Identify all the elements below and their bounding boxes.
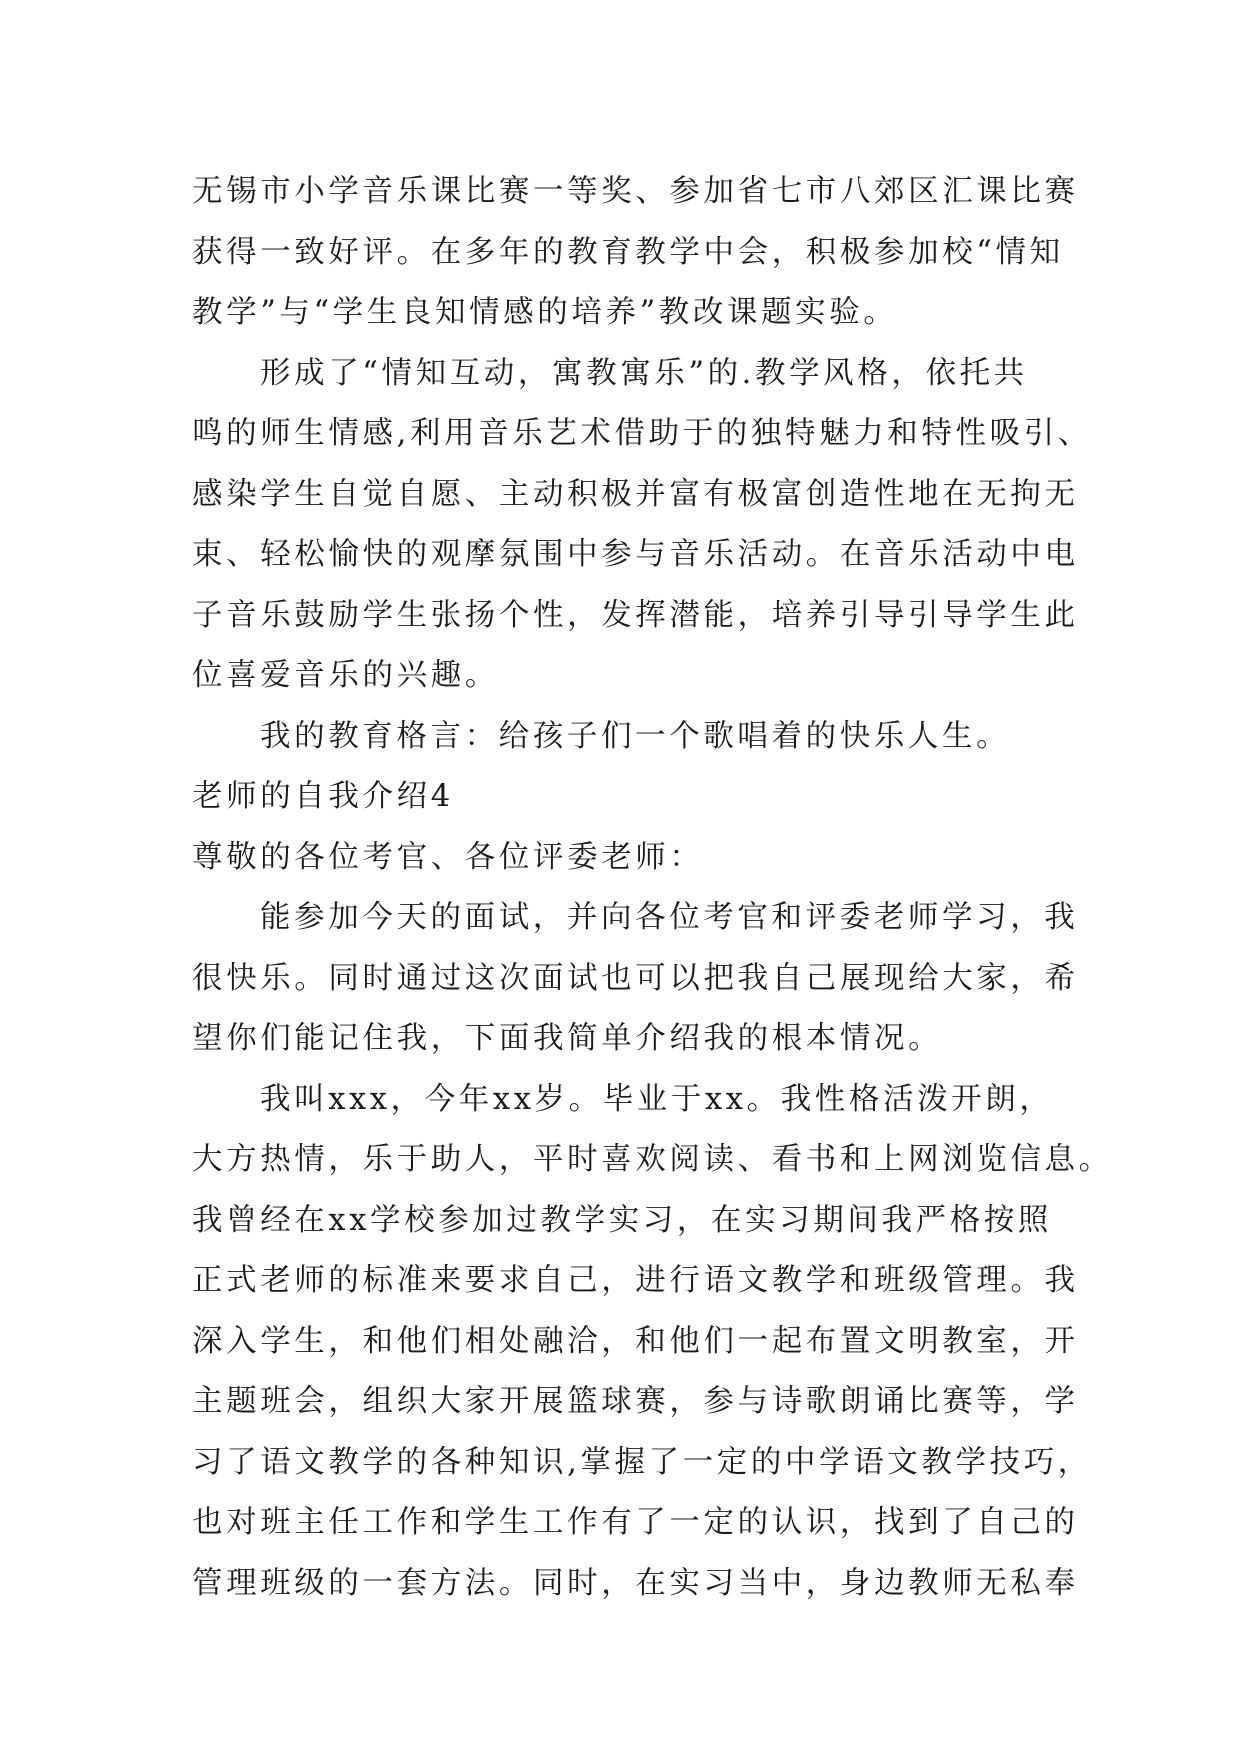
text-line: 大方热情，乐于助人，平时喜欢阅读、看书和上网浏览信息。 bbox=[192, 1142, 1113, 1177]
text-line: 深入学生，和他们相处融洽，和他们一起布置文明教室，开 bbox=[192, 1323, 1079, 1359]
text-line: 形成了“情知互动，寓教寓乐”的.教学风格，依托共 bbox=[260, 355, 1028, 391]
section-heading: 老师的自我介绍4 bbox=[192, 779, 454, 814]
salutation: 尊敬的各位考官、各位评委老师： bbox=[192, 839, 704, 875]
text-line: 感染学生自觉自愿、主动积极并富有极富创造性地在无拘无 bbox=[192, 476, 1079, 512]
text-line: 无锡市小学音乐课比赛一等奖、参加省七市八郊区汇课比赛 bbox=[192, 174, 1079, 209]
text-line: 我的教育格言：给孩子们一个歌唱着的快乐人生。 bbox=[260, 718, 1011, 754]
text-line: 主题班会，组织大家开展篮球赛，参与诗歌朗诵比赛等，学 bbox=[192, 1384, 1079, 1419]
text-line: 也对班主任工作和学生工作有了一定的认识，找到了自己的 bbox=[192, 1505, 1079, 1540]
text-line: 很快乐。同时通过这次面试也可以把我自己展现给大家，希 bbox=[192, 960, 1079, 996]
text-line: 望你们能记住我，下面我简单介绍我的根本情况。 bbox=[192, 1021, 943, 1056]
text-line: 位喜爱音乐的兴趣。 bbox=[192, 658, 499, 693]
text-line: 教学”与“学生良知情感的培养”教改课题实验。 bbox=[192, 295, 898, 330]
document-page bbox=[192, 162, 1113, 1614]
text-line: 我曾经在xx学校参加过教学实习，在实习期间我严格按照 bbox=[192, 1202, 1053, 1238]
text-line: 管理班级的一套方法。同时，在实习当中，身边教师无私奉 bbox=[192, 1565, 1079, 1601]
text-line: 能参加今天的面试，并向各位考官和评委老师学习，我 bbox=[260, 900, 1079, 935]
text-line: 正式老师的标准来要求自己，进行语文教学和班级管理。我 bbox=[192, 1263, 1079, 1298]
text-line: 束、轻松愉快的观摩氛围中参与音乐活动。在音乐活动中电 bbox=[192, 537, 1079, 572]
text-line: 我叫xxx，今年xx岁。毕业于xx。我性格活泼开朗， bbox=[260, 1081, 1054, 1117]
text-line: 鸣的师生情感,利用音乐艺术借助于的独特魅力和特性吸引、 bbox=[192, 416, 1092, 451]
text-line: 习了语文教学的各种知识,掌握了一定的中学语文教学技巧， bbox=[192, 1444, 1092, 1480]
text-line: 获得一致好评。在多年的教育教学中会，积极参加校“情知 bbox=[192, 234, 1064, 270]
text-line: 子音乐鼓励学生张扬个性，发挥潜能，培养引导引导学生此 bbox=[192, 597, 1079, 633]
